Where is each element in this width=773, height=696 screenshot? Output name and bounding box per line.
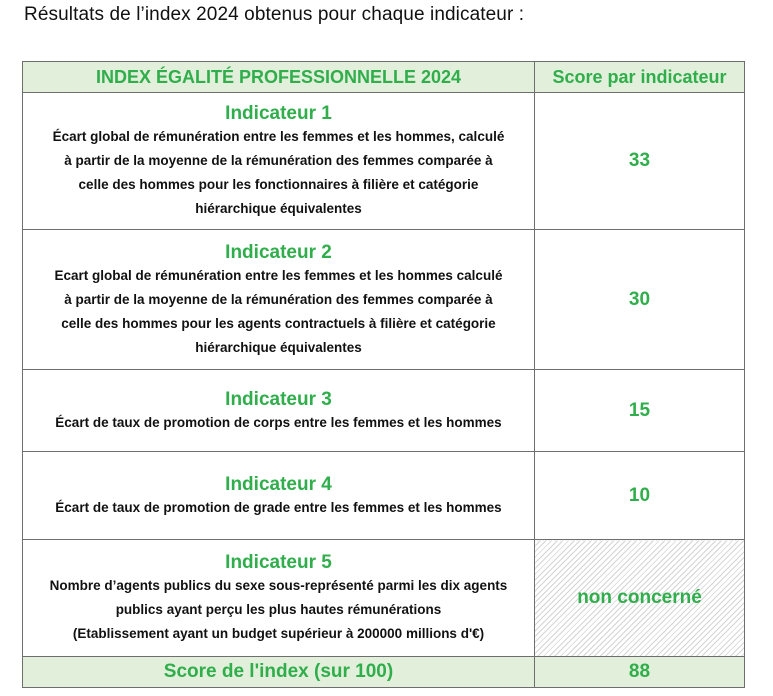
indicator-title: Indicateur 1 bbox=[225, 103, 332, 124]
table-footer-row bbox=[23, 657, 745, 688]
indicator-description bbox=[23, 264, 534, 360]
indicator-description bbox=[23, 125, 534, 221]
indicator-score: 15 bbox=[535, 370, 745, 452]
indicator-description bbox=[23, 574, 534, 646]
description-line: à partir de la moyenne de la rémunération des femmes comparée à bbox=[64, 153, 493, 168]
description-line: Écart de taux de promotion de grade entre les femmes et les hommes bbox=[55, 499, 502, 515]
indicator-score: 30 bbox=[535, 230, 745, 370]
index-table bbox=[22, 61, 745, 688]
indicator-cell bbox=[23, 370, 535, 452]
description-line: Écart de taux de promotion de corps entre les femmes et les hommes bbox=[55, 414, 502, 430]
indicator-title: Indicateur 5 bbox=[225, 552, 332, 573]
description-line: (Etablissement ayant un budget supérieur à 200000 millions d'€) bbox=[72, 626, 485, 641]
indicator-title: Indicateur 4 bbox=[225, 473, 332, 495]
table-row-indicateur-4 bbox=[23, 452, 745, 540]
total-score-label: Score de l'index (sur 100) bbox=[23, 657, 535, 688]
table-row-indicateur-5 bbox=[23, 540, 745, 657]
table-header-row bbox=[23, 62, 745, 93]
indicator-description bbox=[23, 496, 534, 520]
header-index-title: INDEX ÉGALITÉ PROFESSIONNELLE 2024 bbox=[23, 62, 535, 93]
indicator-cell bbox=[23, 452, 535, 540]
description-line: publics ayant perçu les plus hautes rémunérations bbox=[115, 602, 442, 617]
indicator-description bbox=[23, 411, 534, 435]
indicator-title: Indicateur 2 bbox=[225, 241, 332, 263]
description-line: hiérarchique équivalentes bbox=[195, 201, 362, 216]
table-row-indicateur-1 bbox=[23, 93, 745, 230]
table-row-indicateur-3 bbox=[23, 370, 745, 452]
indicator-score-not-applicable: non concerné bbox=[535, 540, 745, 657]
indicator-cell bbox=[23, 93, 535, 230]
table-row-indicateur-2 bbox=[23, 230, 745, 370]
description-line: celle des hommes pour les fonctionnaires à filière et catégorie bbox=[78, 177, 479, 192]
indicator-cell bbox=[23, 540, 535, 657]
description-line: Nombre d’agents publics du sexe sous-représenté parmi les dix agents bbox=[49, 578, 508, 593]
description-line: à partir de la moyenne de la rémunération des femmes comparée à bbox=[64, 291, 493, 307]
description-line: Ecart global de rémunération entre les femmes et les hommes calculé bbox=[54, 267, 503, 283]
description-line: celle des hommes pour les agents contractuels à filière et catégorie bbox=[61, 315, 496, 331]
indicator-score: 10 bbox=[535, 452, 745, 540]
indicator-score: 33 bbox=[535, 93, 745, 230]
indicator-cell bbox=[23, 230, 535, 370]
description-line: hiérarchique équivalentes bbox=[195, 339, 362, 355]
total-score-value: 88 bbox=[535, 657, 745, 688]
description-line: Écart global de rémunération entre les femmes et les hommes, calculé bbox=[52, 129, 505, 144]
indicator-title: Indicateur 3 bbox=[225, 388, 332, 410]
header-score-column: Score par indicateur bbox=[535, 62, 745, 93]
page-heading: Résultats de l’index 2024 obtenus pour chaque indicateur : bbox=[24, 4, 525, 25]
